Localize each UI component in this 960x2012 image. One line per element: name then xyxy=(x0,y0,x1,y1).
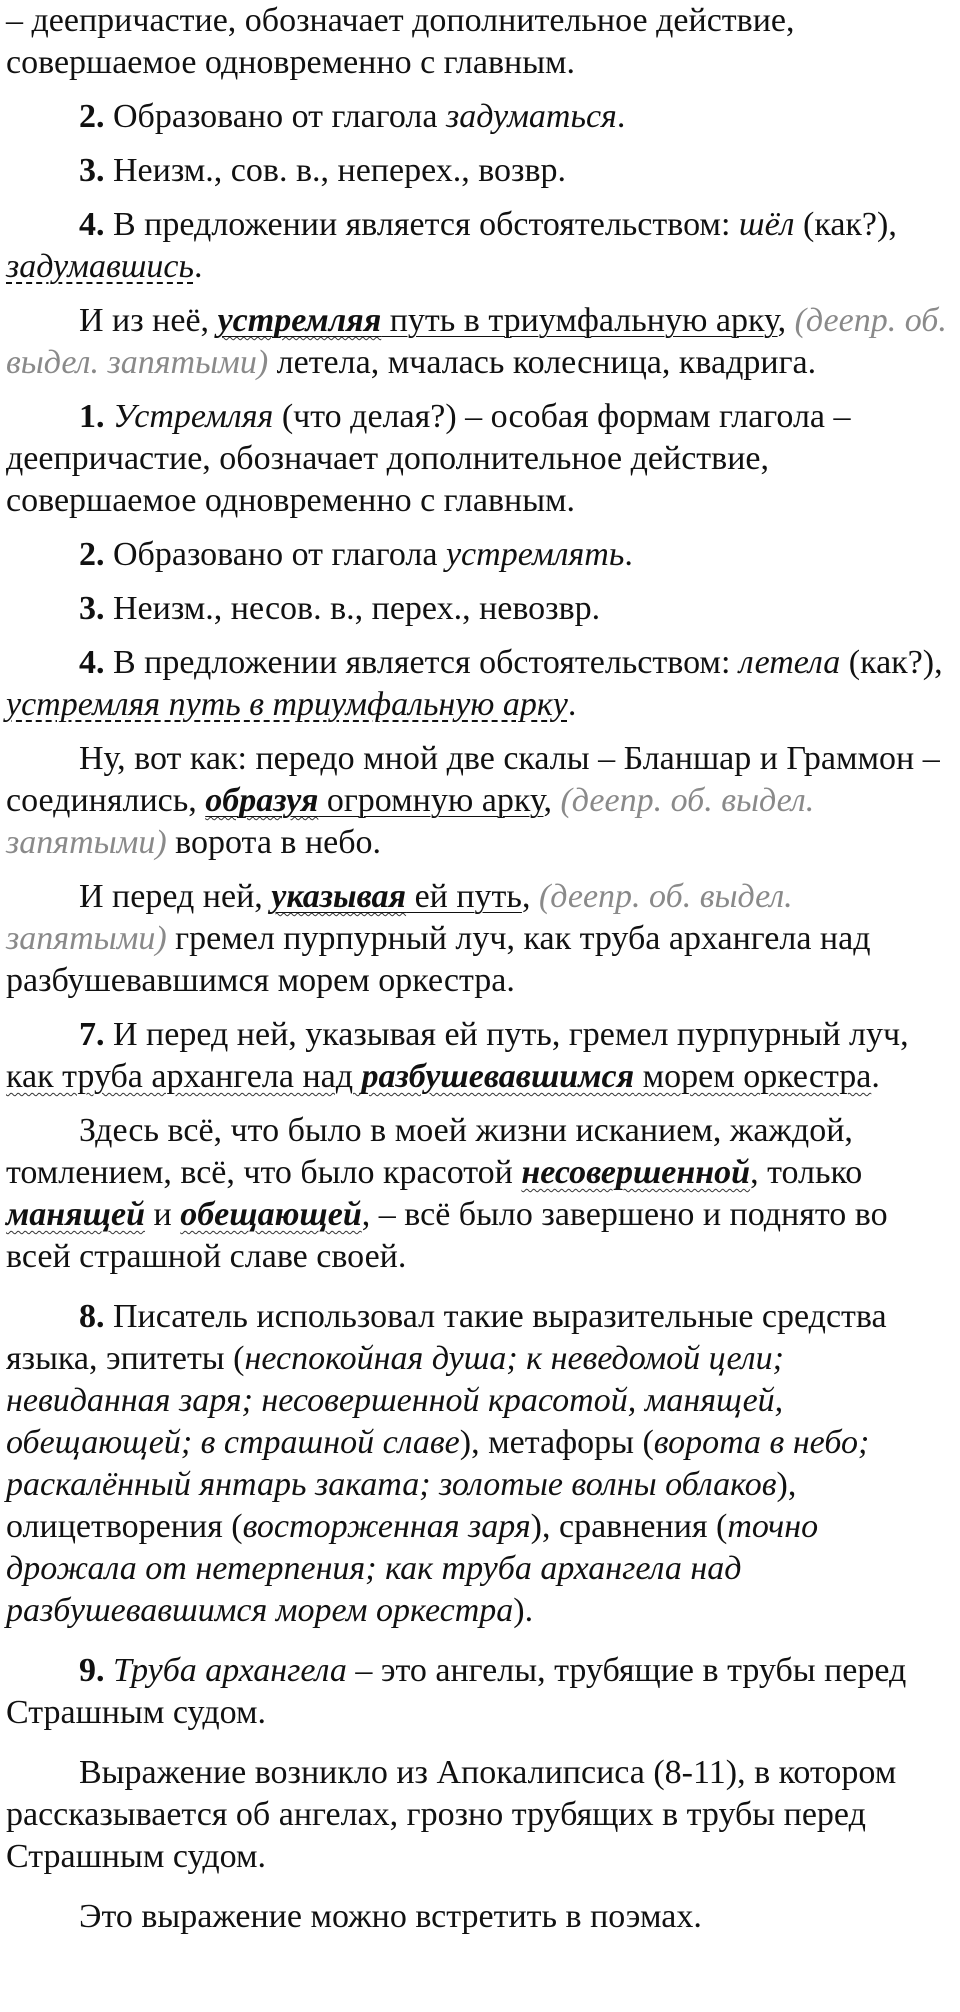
text: . xyxy=(871,1058,880,1095)
paragraph-16: Выражение возникло из Апокалипсиса (8-11), в котором рассказывается об ангелах, грозно трубящих в трубы перед Страшным судом. xyxy=(6,1754,897,1875)
text: Писатель использовал такие выразительные средства языка, эпитеты ( xyxy=(6,1298,887,1377)
text: . xyxy=(567,686,577,723)
text: , только xyxy=(750,1154,863,1191)
participle: образуя xyxy=(205,782,319,819)
grammar-note: (деепр. об. выдел. запятыми) xyxy=(6,782,815,861)
paragraph-14 xyxy=(6,1296,954,1632)
participle-phrase xyxy=(271,878,522,915)
paragraph-4 xyxy=(6,204,954,288)
item-number: 2. xyxy=(79,536,105,573)
paragraph-2 xyxy=(6,96,954,138)
text: Образовано от глагола xyxy=(113,536,446,573)
paragraph-1: – деепричастие, обозначает дополнительное действие, совершаемое одновременно с главным. xyxy=(6,2,795,81)
adverbial-word: задумавшись xyxy=(6,248,194,285)
text: (что делая?) – особая формам глагола – деепричастие, обозначает дополнительное действие, совершаемое одновременно с главным. xyxy=(6,398,851,519)
highlighted-word: несовершенной xyxy=(521,1154,751,1191)
item-number: 1. xyxy=(79,398,105,435)
text: (как?), xyxy=(803,206,897,243)
item-number: 2. xyxy=(79,98,105,135)
text: Образовано от глагола xyxy=(113,98,446,135)
text: , xyxy=(543,782,552,819)
paragraph-5 xyxy=(6,300,954,384)
text: ), сравнения ( xyxy=(530,1508,728,1545)
italic-word: Труба архангела xyxy=(113,1652,347,1689)
text: гремел пурпурный луч, как труба архангела над разбушевавшимся морем оркестра. xyxy=(6,920,871,999)
item-number: 3. xyxy=(79,590,105,627)
comparisons: точно дрожала от нетерпения; как труба архангела над разбушевавшимся морем оркестра xyxy=(6,1508,819,1629)
text: (как?), xyxy=(848,644,943,681)
metaphors: ворота в небо; раскалённый янтарь заката; золотые волны облаков xyxy=(6,1424,870,1503)
text: и xyxy=(145,1196,181,1233)
predicate-word: летела xyxy=(738,644,841,681)
text: Ну, вот как: передо мной две скалы – Бланшар и Граммон – соединялись, xyxy=(6,740,940,819)
text: В предложении является обстоятельством: xyxy=(113,206,739,243)
epithets: неспокойная душа; к неведомой цели; невиданная заря; несовершенной красотой, манящей, обещающей; в страшной славе xyxy=(6,1340,784,1461)
text: , – всё было завершено и поднято во всей страшной славе своей. xyxy=(6,1196,888,1275)
text: В предложении является обстоятельством: xyxy=(113,644,739,681)
text: ), олицетворения ( xyxy=(6,1466,797,1545)
text: Здесь всё, что было в моей жизни исканием, жаждой, томлением, всё, что было красотой xyxy=(6,1112,853,1191)
text: Неизм., несов. в., перех., невозвр. xyxy=(113,590,601,627)
text: летела, мчалась колесница, квадрига. xyxy=(268,344,817,381)
participle-phrase xyxy=(205,782,543,819)
item-number: 9. xyxy=(79,1652,105,1689)
comparison-phrase xyxy=(6,1058,871,1095)
text: ), метафоры ( xyxy=(459,1424,654,1461)
paragraph-11 xyxy=(6,876,954,1002)
paragraph-17: Это выражение можно встретить в поэмах. xyxy=(79,1898,702,1935)
text: . xyxy=(624,536,633,573)
text: ворота в небо. xyxy=(166,824,382,861)
paragraph-10 xyxy=(6,738,954,864)
participle: устремляя xyxy=(217,302,382,339)
paragraph-13 xyxy=(6,1110,954,1278)
participle-phrase xyxy=(218,302,778,339)
paragraph-7 xyxy=(6,534,954,576)
text: И перед ней, указывая ей путь, гремел пурпурный луч, xyxy=(113,1016,909,1053)
italic-word: Устремляя xyxy=(113,398,274,435)
text: как труба архангела над xyxy=(6,1058,362,1095)
text: И перед ней, xyxy=(79,878,272,915)
participle: указывая xyxy=(271,878,407,915)
text: огромную арку xyxy=(318,782,544,819)
highlighted-word: обещающей xyxy=(180,1196,362,1233)
item-number: 4. xyxy=(79,644,105,681)
text: – это ангелы, трубящие в трубы перед Страшным судом. xyxy=(6,1652,907,1731)
paragraph-8 xyxy=(6,588,954,630)
highlighted-word: манящей xyxy=(6,1196,146,1233)
item-number: 7. xyxy=(79,1016,105,1053)
item-number: 3. xyxy=(79,152,105,189)
text: ). xyxy=(513,1592,534,1629)
paragraph-6 xyxy=(6,396,954,522)
grammar-note: (деепр. об. выдел. запятыми) xyxy=(6,878,793,957)
text: ей путь xyxy=(406,878,522,915)
paragraph-15 xyxy=(6,1650,954,1734)
predicate-word: шёл xyxy=(738,206,795,243)
adverbial-phrase: устремляя путь в триумфальную арку xyxy=(6,686,568,723)
italic-word: задуматься xyxy=(445,98,617,135)
participle: разбушевавшимся xyxy=(361,1058,635,1095)
text: морем оркестра xyxy=(634,1058,872,1095)
italic-word: устремлять xyxy=(445,536,625,573)
text: , xyxy=(777,302,787,339)
item-number: 4. xyxy=(79,206,105,243)
text: Неизм., сов. в., неперех., возвр. xyxy=(113,152,567,189)
item-number: 8. xyxy=(79,1298,105,1335)
text: . xyxy=(193,248,203,285)
text: . xyxy=(616,98,626,135)
paragraph-12 xyxy=(6,1014,954,1098)
text: И из неё, xyxy=(79,302,218,339)
paragraph-3 xyxy=(6,150,954,192)
grammar-note: (деепр. об. выдел. запятыми) xyxy=(6,302,947,381)
text: , xyxy=(521,878,531,915)
paragraph-9 xyxy=(6,642,954,726)
personifications: восторженная заря xyxy=(242,1508,531,1545)
text: путь в триумфальную арку xyxy=(381,302,778,339)
